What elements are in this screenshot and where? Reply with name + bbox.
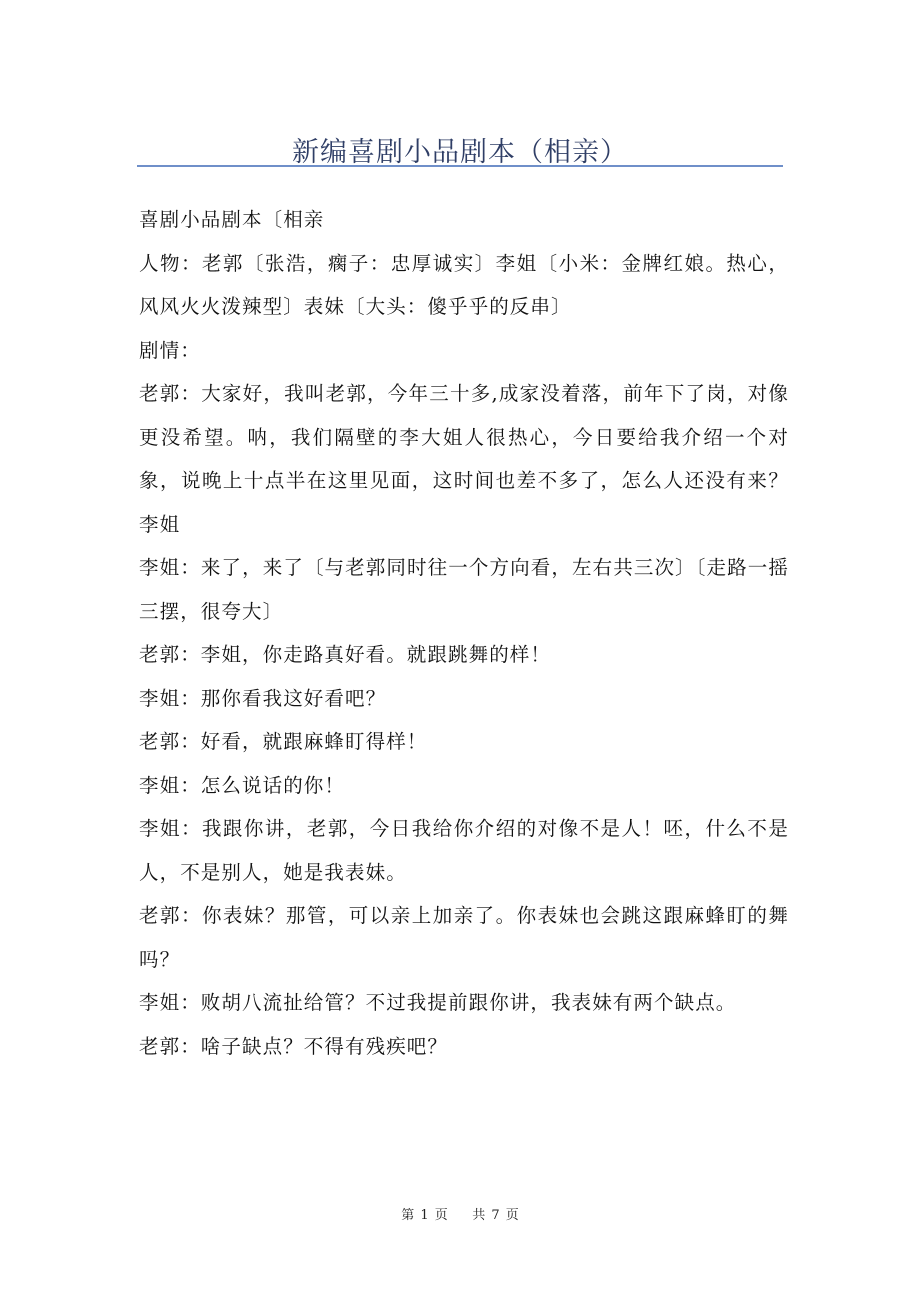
- dialogue-line: 李姐：那你看我这好看吧？: [139, 686, 387, 710]
- dialogue-line: 老郭：大家好，我叫老郭，今年三十多,成家没着落，前年下了岗，对像更没希望。呐，我们隔壁的李大姐人很热心，今日要给我介绍一个对象，说晚上十点半在这里见面，这时间也差不多了，怎么人还没有来？李姐: [139, 382, 789, 536]
- paragraph-subtitle: 喜剧小品剧本〔相亲: [139, 208, 325, 231]
- page-number: 第 1 页: [401, 1208, 448, 1223]
- document-title: 新编喜剧小品剧本（相亲）: [292, 137, 628, 169]
- dialogue-line: 老郭：好看，就跟麻蜂盯得样！: [139, 730, 428, 753]
- dialogue-line: 李姐：来了，来了〔与老郭同时往一个方向看，左右共三次〕〔走路一摇三摆，很夸大〕: [139, 556, 789, 623]
- document-body: [139, 198, 789, 1068]
- dialogue-line: 李姐：我跟你讲，老郭，今日我给你介绍的对像不是人！呸，什么不是人，不是别人，她是我表妹。: [139, 817, 789, 884]
- dialogue-line: 老郭：啥子缺点？不得有残疾吧？: [139, 1034, 449, 1058]
- dialogue-line: 李姐：败胡八流扯给管？不过我提前跟你讲，我表妹有两个缺点。: [139, 991, 737, 1014]
- page-total: 共 7 页: [472, 1208, 519, 1223]
- dialogue-line: 老郭：李姐，你走路真好看。就跟跳舞的样！: [139, 643, 552, 666]
- dialogue-line: 李姐：怎么说话的你！: [139, 773, 346, 797]
- title-divider: [137, 165, 783, 167]
- paragraph-characters: 人物：老郭〔张浩，瘸子：忠厚诚实〕李姐〔小米：金牌红娘。热心，风风火火泼辣型〕表妹〔大头：傻乎乎的反串〕: [139, 251, 789, 318]
- paragraph-plot-heading: 剧情：: [139, 338, 201, 362]
- page-footer: [0, 1207, 920, 1225]
- dialogue-line: 老郭：你表妹？那管，可以亲上加亲了。你表妹也会跳这跟麻蜂盯的舞吗？: [139, 904, 789, 971]
